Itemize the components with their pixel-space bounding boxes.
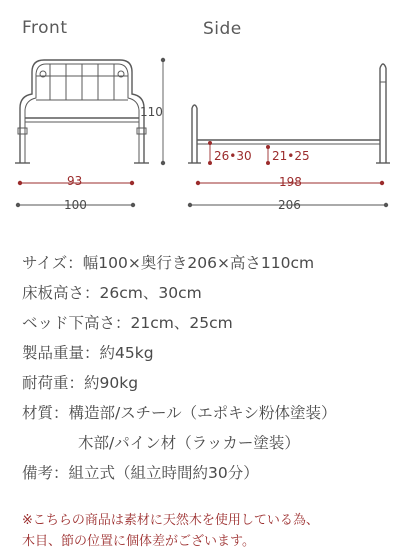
natural-wood-note: [22, 510, 412, 552]
spec-row-weight: [22, 338, 412, 368]
spec-row-size: [22, 248, 412, 278]
spec-label: 耐荷重: [22, 374, 69, 392]
spec-row-floor-height: [22, 278, 412, 308]
spec-label: 材質: [22, 404, 54, 422]
note-line-1: ※こちらの商品は素材に天然木を使用している為、: [22, 513, 319, 528]
spec-label: 備考: [22, 464, 54, 482]
spec-value: 構造部/スチール（エポキシ粉体塗装）: [68, 404, 337, 422]
spec-label: 製品重量: [22, 344, 85, 362]
spec-row-notes: [22, 458, 412, 488]
front-view-title: Front: [22, 18, 68, 38]
spec-list: [22, 248, 412, 488]
spec-value: 21cm、25cm: [130, 314, 233, 332]
front-outer-width-label: 100: [64, 198, 87, 212]
spec-value: 組立式（組立時間約30分）: [68, 464, 259, 482]
spec-row-material: [22, 398, 412, 428]
spec-value: 26cm、30cm: [99, 284, 202, 302]
note-line-2: 木目、節の位置に個体差がございます。: [22, 534, 255, 549]
spec-row-under-height: [22, 308, 412, 338]
bed-dimension-diagram: [0, 0, 420, 230]
spec-separator: ：: [84, 284, 100, 302]
floor-height-marker: [208, 141, 212, 165]
spec-separator: ：: [67, 254, 83, 272]
spec-value: 約45kg: [99, 344, 154, 362]
spec-label: 床板高さ: [22, 284, 85, 302]
spec-value: 約90kg: [84, 374, 139, 392]
height-label: 110: [140, 105, 163, 119]
side-inner-length-label: 198: [279, 175, 302, 189]
spec-label: ベッド下高さ: [22, 314, 116, 332]
spec-row-load-capacity: [22, 368, 412, 398]
spec-separator: ：: [53, 464, 69, 482]
under-height-marker: [266, 145, 270, 165]
front-inner-width-label: 93: [67, 174, 83, 188]
side-view-title: Side: [203, 19, 242, 39]
under-height-label: 21•25: [272, 149, 310, 163]
spec-separator: ：: [68, 374, 85, 392]
spec-value: 幅100×奥行き206×高さ110cm: [82, 254, 315, 272]
spec-separator: ：: [53, 404, 69, 422]
side-outer-length-label: 206: [278, 198, 301, 212]
spec-material-continuation: 木部/パイン材（ラッカー塗装）: [78, 434, 300, 452]
floor-height-label: 26•30: [214, 149, 252, 163]
front-view-bed: [15, 60, 149, 163]
spec-separator: ：: [84, 344, 100, 362]
spec-separator: ：: [115, 314, 131, 332]
spec-label: サイズ: [22, 254, 68, 272]
